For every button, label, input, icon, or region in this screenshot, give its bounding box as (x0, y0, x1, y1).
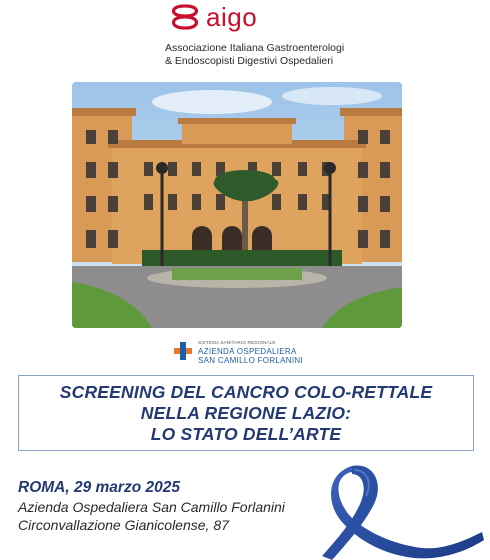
title-box (18, 375, 474, 451)
logo-text: aigo (206, 2, 258, 32)
association-line-1: Associazione Italiana Gastroenterologi (165, 42, 345, 54)
hospital-name-line-2: SAN CAMILLO FORLANINI (198, 356, 303, 365)
title-line-2: NELLA REGIONE LAZIO: (140, 403, 352, 423)
association-line-2: & Endoscopisti Digestivi Ospedalieri (165, 55, 334, 67)
hospital-name-line-1: AZIENDA OSPEDALIERA (198, 347, 297, 356)
association-name (165, 42, 344, 68)
awareness-ribbon-icon (312, 462, 488, 560)
event-address: Circonvallazione Gianicolense, 87 (18, 517, 229, 533)
title-line-3: LO STATO DELL’ARTE (150, 424, 342, 444)
regional-system-label: SISTEMA SANITARIO REGIONALE (198, 340, 276, 345)
event-venue: Azienda Ospedaliera San Camillo Forlanini (18, 499, 285, 515)
hospital-building-photo (72, 82, 402, 328)
event-date: ROMA, 29 marzo 2025 (18, 479, 180, 496)
title-line-1: SCREENING DEL CANCRO COLO-RETTALE (59, 382, 433, 402)
